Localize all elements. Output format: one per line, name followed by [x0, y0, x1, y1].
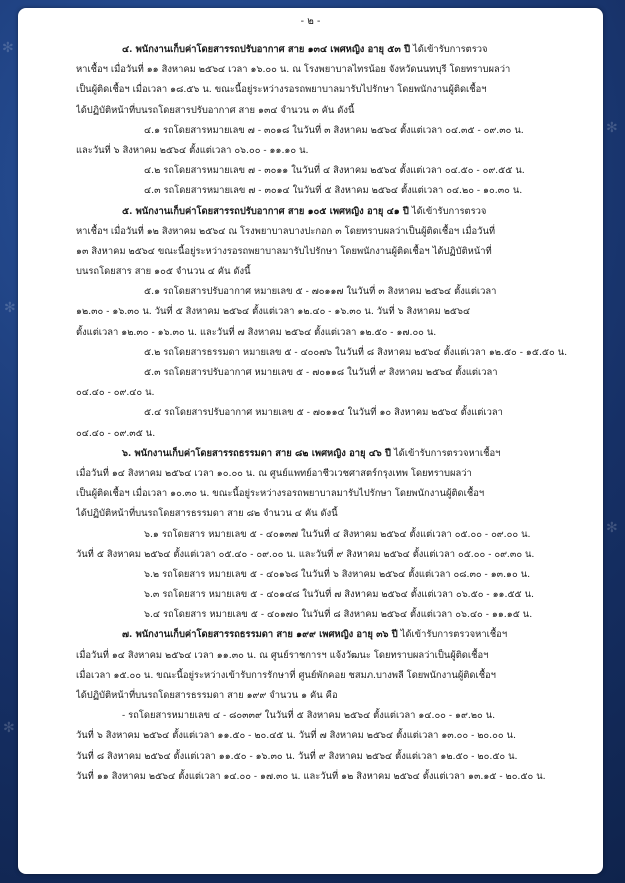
- document-body: [76, 40, 576, 787]
- section-heading: ๗. พนักงานเก็บค่าโดยสารรถธรรมดา สาย ๑๙๙ เพศหญิง อายุ ๓๖ ปี: [122, 629, 398, 641]
- line-text: เป็นผู้ติดเชื้อฯ เมื่อเวลา ๑๘.๕๖ น. ขณะนี้อยู่ระหว่างรอรถพยาบาลมารับไปรักษา โดยพนักงานผู้ติดเชื้อฯ: [76, 84, 487, 96]
- document-page: [18, 8, 603, 874]
- section-heading-line: [76, 202, 576, 222]
- text-line: [76, 181, 576, 201]
- line-text: เป็นผู้ติดเชื้อฯ เมื่อเวลา ๑๐.๓๐ น. ขณะนี้อยู่ระหว่างรอรถพยาบาลมารับไปรักษา โดยพนักงานผู้ติดเชื้อฯ: [76, 488, 485, 500]
- text-line: [76, 121, 576, 141]
- section-s7: [76, 625, 576, 787]
- text-line: [76, 222, 576, 242]
- text-line: [76, 282, 576, 302]
- line-text: ๖.๔ รถโดยสาร หมายเลข ๕ - ๔๐๑๗๐ ในวันที่ ๘ สิงหาคม ๒๕๖๔ ตั้งแต่เวลา ๐๖.๔๐ - ๑๑.๑๕ น.: [144, 609, 533, 621]
- text-line: [76, 767, 576, 787]
- line-text: ๔.๒ รถโดยสารหมายเลข ๗ - ๓๐๑๑ ในวันที่ ๔ สิงหาคม ๒๕๖๔ ตั้งแต่เวลา ๐๔.๕๐ - ๐๙.๕๕ น.: [144, 165, 525, 177]
- snowflake-icon: ✻: [4, 300, 16, 316]
- section-heading: ๖. พนักงานเก็บค่าโดยสารรถธรรมดา สาย ๘๒ เพศหญิง อายุ ๔๖ ปี: [122, 447, 391, 459]
- snowflake-icon: ✻: [606, 520, 618, 536]
- line-text: วันที่ ๕ สิงหาคม ๒๕๖๔ ตั้งแต่เวลา ๐๕.๔๐ - ๐๙.๐๐ น. และวันที่ ๙ สิงหาคม ๒๕๖๔ ตั้งแต่เวลา ๐๕.๐๐ - ๐๙.๓๐ น.: [76, 548, 535, 560]
- text-line: [76, 141, 576, 161]
- line-text: ได้เข้ารับการตรวจ: [408, 205, 487, 217]
- line-text: ๐๔.๔๐ - ๐๙.๔๐ น.: [76, 387, 155, 399]
- section-heading-line: [76, 40, 576, 60]
- text-line: [76, 646, 576, 666]
- text-line: [76, 484, 576, 504]
- text-line: [76, 726, 576, 746]
- line-text: ๖.๓ รถโดยสาร หมายเลข ๕ - ๔๐๑๔๘ ในวันที่ ๗ สิงหาคม ๒๕๖๔ ตั้งแต่เวลา ๐๖.๕๐ - ๑๑.๕๕ น.: [144, 589, 535, 601]
- line-text: ๐๔.๔๐ - ๐๙.๓๕ น.: [76, 427, 156, 439]
- line-text: ได้ปฏิบัติหน้าที่บนรถโดยสารธรรมดา สาย ๑๙๙ จำนวน ๑ คัน คือ: [76, 690, 338, 701]
- line-text: ได้ปฏิบัติหน้าที่บนรถโดยสารธรรมดา สาย ๘๒ จำนวน ๔ คัน ดังนี้: [76, 508, 338, 520]
- text-line: [76, 565, 576, 585]
- text-line: [76, 747, 576, 767]
- text-line: [76, 686, 576, 706]
- section-s6: [76, 444, 576, 626]
- text-line: [76, 706, 576, 726]
- line-text: และวันที่ ๖ สิงหาคม ๒๕๖๔ ตั้งแต่เวลา ๐๖.๐๐ - ๑๑.๑๐ น.: [76, 144, 309, 156]
- text-line: [76, 464, 576, 484]
- text-line: [76, 302, 576, 322]
- line-text: บนรถโดยสาร สาย ๑๐๕ จำนวน ๔ คัน ดังนี้: [76, 266, 251, 278]
- text-line: [76, 262, 576, 282]
- text-line: [76, 424, 576, 444]
- text-line: [76, 585, 576, 605]
- text-line: [76, 525, 576, 545]
- line-text: เมื่อวันที่ ๑๔ สิงหาคม ๒๕๖๔ เวลา ๑๐.๐๐ น. ณ ศูนย์แพทย์อาชีวเวชศาสตร์กรุงเทพ โดยทราบผลว่า: [76, 467, 472, 479]
- line-text: วันที่ ๑๑ สิงหาคม ๒๕๖๔ ตั้งแต่เวลา ๑๔.๐๐ - ๑๗.๓๐ น. และวันที่ ๑๒ สิงหาคม ๒๕๖๔ ตั้งแต่เวลา ๑๓.๑๕ - ๒๐.๕๐ น.: [76, 770, 546, 782]
- line-text: ๕.๒ รถโดยสารธรรมดา หมายเลข ๕ - ๔๐๐๗๖ ในวันที่ ๘ สิงหาคม ๒๕๖๔ ตั้งแต่เวลา ๑๒.๕๐ - ๑๕.๕๐ น.: [144, 346, 568, 358]
- section-s4: [76, 40, 576, 202]
- line-text: ๑๒.๓๐ - ๑๖.๓๐ น. วันที่ ๕ สิงหาคม ๒๕๖๔ ตั้งแต่เวลา ๑๒.๔๐ - ๑๖.๓๐ น. วันที่ ๖ สิงหาคม ๒๕๖๔: [76, 306, 471, 318]
- snowflake-icon: ✻: [606, 120, 618, 136]
- text-line: [76, 80, 576, 100]
- section-heading: ๔. พนักงานเก็บค่าโดยสารรถปรับอากาศ สาย ๑๓๔ เพศหญิง อายุ ๕๓ ปี: [122, 44, 411, 55]
- line-text: ๕.๔ รถโดยสารปรับอากาศ หมายเลข ๕ - ๗๐๑๑๔ ในวันที่ ๑๐ สิงหาคม ๒๕๖๔ ตั้งแต่เวลา: [144, 407, 503, 419]
- text-line: [76, 363, 576, 383]
- text-line: [76, 545, 576, 565]
- text-line: [76, 666, 576, 686]
- line-text: ได้เข้ารับการตรวจ: [410, 44, 488, 55]
- section-heading-line: [76, 625, 576, 645]
- section-heading: ๕. พนักงานเก็บค่าโดยสารรถปรับอากาศ สาย ๑๐๕ เพศหญิง อายุ ๔๑ ปี: [122, 205, 409, 217]
- line-text: ๖.๑ รถโดยสาร หมายเลข ๕ - ๔๐๑๓๗ ในวันที่ ๔ สิงหาคม ๒๕๖๔ ตั้งแต่เวลา ๐๕.๐๐ - ๐๙.๐๐ น.: [144, 528, 531, 540]
- line-text: ๕.๓ รถโดยสารปรับอากาศ หมายเลข ๕ - ๗๐๑๑๘ ในวันที่ ๙ สิงหาคม ๒๕๖๔ ตั้งแต่เวลา: [144, 367, 498, 378]
- text-line: [76, 161, 576, 181]
- page-number: - ๒ -: [300, 16, 321, 27]
- text-line: [76, 403, 576, 423]
- line-text: ได้เข้ารับการตรวจหาเชื้อฯ: [390, 447, 501, 459]
- text-line: [76, 60, 576, 80]
- text-line: [76, 323, 576, 343]
- line-text: เมื่อวันที่ ๑๔ สิงหาคม ๒๕๖๔ เวลา ๑๑.๓๐ น. ณ ศูนย์ราชการฯ แจ้งวัฒนะ โดยทราบผลว่าเป็นผู้ติดเชื้อฯ: [76, 649, 489, 661]
- text-line: [76, 504, 576, 524]
- text-line: [76, 383, 576, 403]
- section-heading-line: [76, 444, 576, 464]
- text-line: [76, 242, 576, 262]
- line-text: เมื่อเวลา ๑๕.๐๐ น. ขณะนี้อยู่ระหว่างเข้ารับการรักษาที่ ศูนย์พักคอย ชสมภ.บางพลี โดยพนักงานผู้ติดเชื้อฯ: [76, 669, 496, 681]
- section-s5: [76, 202, 576, 444]
- line-text: ๔.๑ รถโดยสารหมายเลข ๗ - ๓๐๑๘ ในวันที่ ๓ สิงหาคม ๒๕๖๔ ตั้งแต่เวลา ๐๔.๓๕ - ๐๙.๓๐ น.: [144, 124, 524, 136]
- text-line: [76, 343, 576, 363]
- snowflake-icon: ✻: [2, 40, 14, 56]
- line-text: ๕.๑ รถโดยสารปรับอากาศ หมายเลข ๕ - ๗๐๑๑๗ ในวันที่ ๓ สิงหาคม ๒๕๖๔ ตั้งแต่เวลา: [144, 286, 497, 298]
- line-text: - รถโดยสารหมายเลข ๔ - ๘๐๓๓๙ ในวันที่ ๕ สิงหาคม ๒๕๖๔ ตั้งแต่เวลา ๑๔.๐๐ - ๑๙.๒๐ น.: [122, 710, 496, 722]
- line-text: ๖.๒ รถโดยสาร หมายเลข ๕ - ๔๐๑๖๘ ในวันที่ ๖ สิงหาคม ๒๕๖๔ ตั้งแต่เวลา ๐๘.๓๐ - ๑๓.๑๐ น.: [144, 568, 531, 580]
- line-text: ได้เข้ารับการตรวจหาเชื้อฯ: [397, 629, 508, 641]
- line-text: วันที่ ๖ สิงหาคม ๒๕๖๔ ตั้งแต่เวลา ๑๑.๕๐ - ๒๐.๔๕ น. วันที่ ๗ สิงหาคม ๒๕๖๔ ตั้งแต่เวลา ๑๓.๐๐ - ๒๐.๐๐ น.: [76, 730, 516, 742]
- text-line: [76, 605, 576, 625]
- line-text: ตั้งแต่เวลา ๑๒.๓๐ - ๑๖.๓๐ น. และวันที่ ๗ สิงหาคม ๒๕๖๔ ตั้งแต่เวลา ๑๒.๕๐ - ๑๗.๐๐ น.: [76, 326, 437, 338]
- line-text: หาเชื้อฯ เมื่อวันที่ ๑๑ สิงหาคม ๒๕๖๔ เวลา ๑๖.๐๐ น. ณ โรงพยาบาลไทรน้อย จังหวัดนนทบุรี โดยทราบผลว่า: [76, 64, 511, 76]
- line-text: ๑๓ สิงหาคม ๒๕๖๔ ขณะนี้อยู่ระหว่างรอรถพยาบาลมารับไปรักษา โดยพนักงานผู้ติดเชื้อฯ ได้ปฏิบัติหน้าที่: [76, 245, 492, 257]
- snowflake-icon: ✻: [3, 720, 15, 736]
- text-line: [76, 101, 576, 121]
- line-text: วันที่ ๘ สิงหาคม ๒๕๖๔ ตั้งแต่เวลา ๑๑.๕๐ - ๑๖.๓๐ น. วันที่ ๙ สิงหาคม ๒๕๖๔ ตั้งแต่เวลา ๑๒.๕๐ - ๒๐.๕๐ น.: [76, 750, 518, 762]
- line-text: หาเชื้อฯ เมื่อวันที่ ๑๒ สิงหาคม ๒๕๖๔ ณ โรงพยาบาลบางปะกอก ๓ โดยทราบผลว่าเป็นผู้ติดเชื้อฯ เมื่อวันที่: [76, 225, 496, 237]
- line-text: ๔.๓ รถโดยสารหมายเลข ๗ - ๓๐๑๔ ในวันที่ ๕ สิงหาคม ๒๕๖๔ ตั้งแต่เวลา ๐๔.๒๐ - ๑๐.๓๐ น.: [144, 185, 523, 197]
- line-text: ได้ปฏิบัติหน้าที่บนรถโดยสารปรับอากาศ สาย ๑๓๔ จำนวน ๓ คัน ดังนี้: [76, 104, 355, 116]
